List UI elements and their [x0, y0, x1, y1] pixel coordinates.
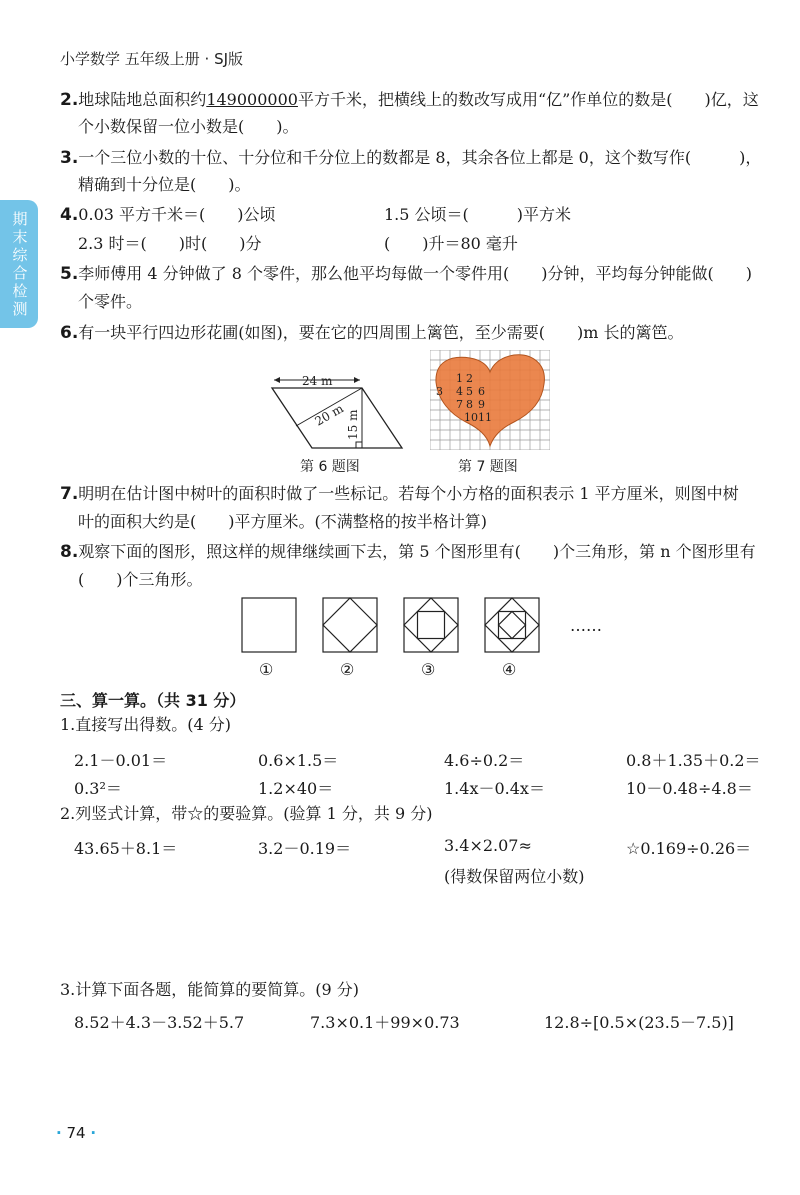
calc-1-item: 0.3²＝: [74, 779, 122, 798]
figure-6-parallelogram: [262, 368, 412, 453]
question-8-pattern-figures: [240, 596, 560, 656]
q5-text: 李师傅用 4 分钟做了 8 个零件，那么他平均每做一个零件用( )分钟，平均每分钟能做( ): [78, 264, 752, 283]
leaf-label: 8: [466, 398, 473, 411]
leaf-label: 1: [456, 372, 463, 385]
calc-1-title: 1.直接写出得数。(4 分): [60, 715, 232, 734]
pattern-figure-4: [485, 598, 539, 652]
q3-text: 一个三位小数的十位、十分位和千分位上的数都是 8，其余各位上都是 0，这个数写作( )，: [78, 148, 762, 167]
question-2-line-2: 个小数保留一位小数是( )。: [78, 117, 299, 136]
section-3-title: 三、算一算。（共 31 分）: [60, 691, 246, 710]
question-number: 6.: [60, 323, 79, 343]
question-number: 2.: [60, 90, 79, 110]
calc-3-item: 12.8÷[0.5×(23.5－7.5)]: [544, 1013, 734, 1032]
figure-7-leaf-grid: [430, 350, 550, 450]
question-5-line-1: [60, 264, 752, 284]
leaf-label: 11: [478, 411, 492, 424]
q4-part-a: 0.03 平方千米＝( )公顷: [78, 205, 276, 224]
calc-2-note: (得数保留两位小数): [444, 867, 585, 886]
calc-2-item: 3.4×2.07≈: [444, 836, 532, 855]
page-header: 小学数学 五年级上册 · SJ版: [60, 50, 244, 68]
calc-1-item: 10－0.48÷4.8＝: [626, 779, 753, 798]
leaf-label: 9: [478, 398, 485, 411]
q2-text-a: 地球陆地总面积约: [78, 90, 207, 109]
leaf-label: 4: [456, 385, 463, 398]
calc-1-item: 2.1－0.01＝: [74, 751, 168, 770]
leaf-label: 7: [456, 398, 463, 411]
page-number: [56, 1124, 96, 1142]
calc-3-title: 3.计算下面各题，能简算的要简算。(9 分): [60, 980, 360, 999]
calc-1-item: 0.6×1.5＝: [258, 751, 339, 770]
calc-2-item: ☆0.169÷0.26＝: [626, 839, 752, 858]
q4-part-b: 1.5 公顷＝( )平方米: [384, 205, 572, 224]
q4-part-d: ( )升＝80 毫升: [384, 234, 518, 253]
q4-part-c: 2.3 时＝( )时( )分: [78, 234, 262, 253]
figure-6-caption: 第 6 题图: [300, 459, 360, 475]
question-3-line-2: 精确到十分位是( )。: [78, 175, 251, 194]
page-number-text: 74: [66, 1124, 86, 1142]
pattern-label-2: ②: [340, 660, 355, 679]
bullet-dot: ·: [90, 1124, 97, 1142]
question-number: 4.: [60, 205, 79, 225]
q7-text: 明明在估计图中树叶的面积时做了一些标记。若每个小方格的面积表示 1 平方厘米，则图中树: [78, 484, 739, 503]
arrow-left: [274, 377, 280, 383]
top-length-label: 24 m: [302, 374, 333, 388]
leaf-label: 5: [466, 385, 473, 398]
arrow-right: [354, 377, 360, 383]
calc-1-item: 4.6÷0.2＝: [444, 751, 525, 770]
leaf-label: 10: [464, 411, 478, 424]
question-6-line-1: [60, 323, 684, 343]
slant-height-label: 20 m: [312, 401, 346, 429]
calc-2-title: 2.列竖式计算，带☆的要验算。(验算 1 分，共 9 分): [60, 804, 433, 823]
question-8-line-2: ( )个三角形。: [78, 570, 203, 589]
calc-1-item: 0.8＋1.35＋0.2＝: [626, 751, 761, 770]
leaf-label: 2: [466, 372, 473, 385]
figure-7-caption: 第 7 题图: [458, 459, 518, 475]
pattern-figure-1: [242, 598, 296, 652]
question-5-line-2: 个零件。: [78, 292, 143, 311]
calc-1-item: 1.2×40＝: [258, 779, 334, 798]
calc-3-item: 8.52＋4.3－3.52＋5.7: [74, 1013, 245, 1032]
pattern-label-1: ①: [259, 660, 274, 679]
question-4-line-1: [60, 205, 276, 225]
base-height-label: 15 m: [346, 409, 360, 440]
pattern-figure-3: [404, 598, 458, 652]
bullet-dot: ·: [56, 1124, 62, 1142]
question-number: 5.: [60, 264, 79, 284]
question-7-line-2: 叶的面积大约是( )平方厘米。(不满整格的按半格计算): [78, 512, 487, 531]
question-number: 8.: [60, 542, 79, 562]
question-3-line-1: [60, 148, 761, 168]
right-angle-mark: [356, 442, 362, 448]
question-number: 7.: [60, 484, 79, 504]
leaf-label: 6: [478, 385, 485, 398]
underlined-number: 149000000: [206, 90, 298, 109]
pattern-ellipsis: ……: [570, 616, 602, 635]
calc-3-item: 7.3×0.1＋99×0.73: [310, 1013, 460, 1032]
pattern-label-3: ③: [421, 660, 436, 679]
calc-1-item: 1.4x－0.4x＝: [444, 779, 545, 798]
calc-2-item: 3.2－0.19＝: [258, 839, 352, 858]
question-7-line-1: [60, 484, 739, 504]
q8-text: 观察下面的图形，照这样的规律继续画下去，第 5 个图形里有( )个三角形，第 n 个图形里有: [78, 542, 756, 561]
q6-text: 有一块平行四边形花圃(如图)，要在它的四周围上篱笆，至少需要( )m 长的篱笆。: [78, 323, 684, 342]
calc-2-item: 43.65＋8.1＝: [74, 839, 178, 858]
question-2-line-1: [60, 90, 759, 110]
question-number: 3.: [60, 148, 79, 168]
pattern-figure-2: [323, 598, 377, 652]
leaf-label: 3: [436, 385, 443, 398]
side-tab-label: 期末综合检测: [12, 210, 28, 318]
q2-text-b: 平方千米，把横线上的数改写成用“亿”作单位的数是( )亿，这: [297, 90, 759, 109]
pattern-label-4: ④: [502, 660, 517, 679]
question-8-line-1: [60, 542, 756, 562]
